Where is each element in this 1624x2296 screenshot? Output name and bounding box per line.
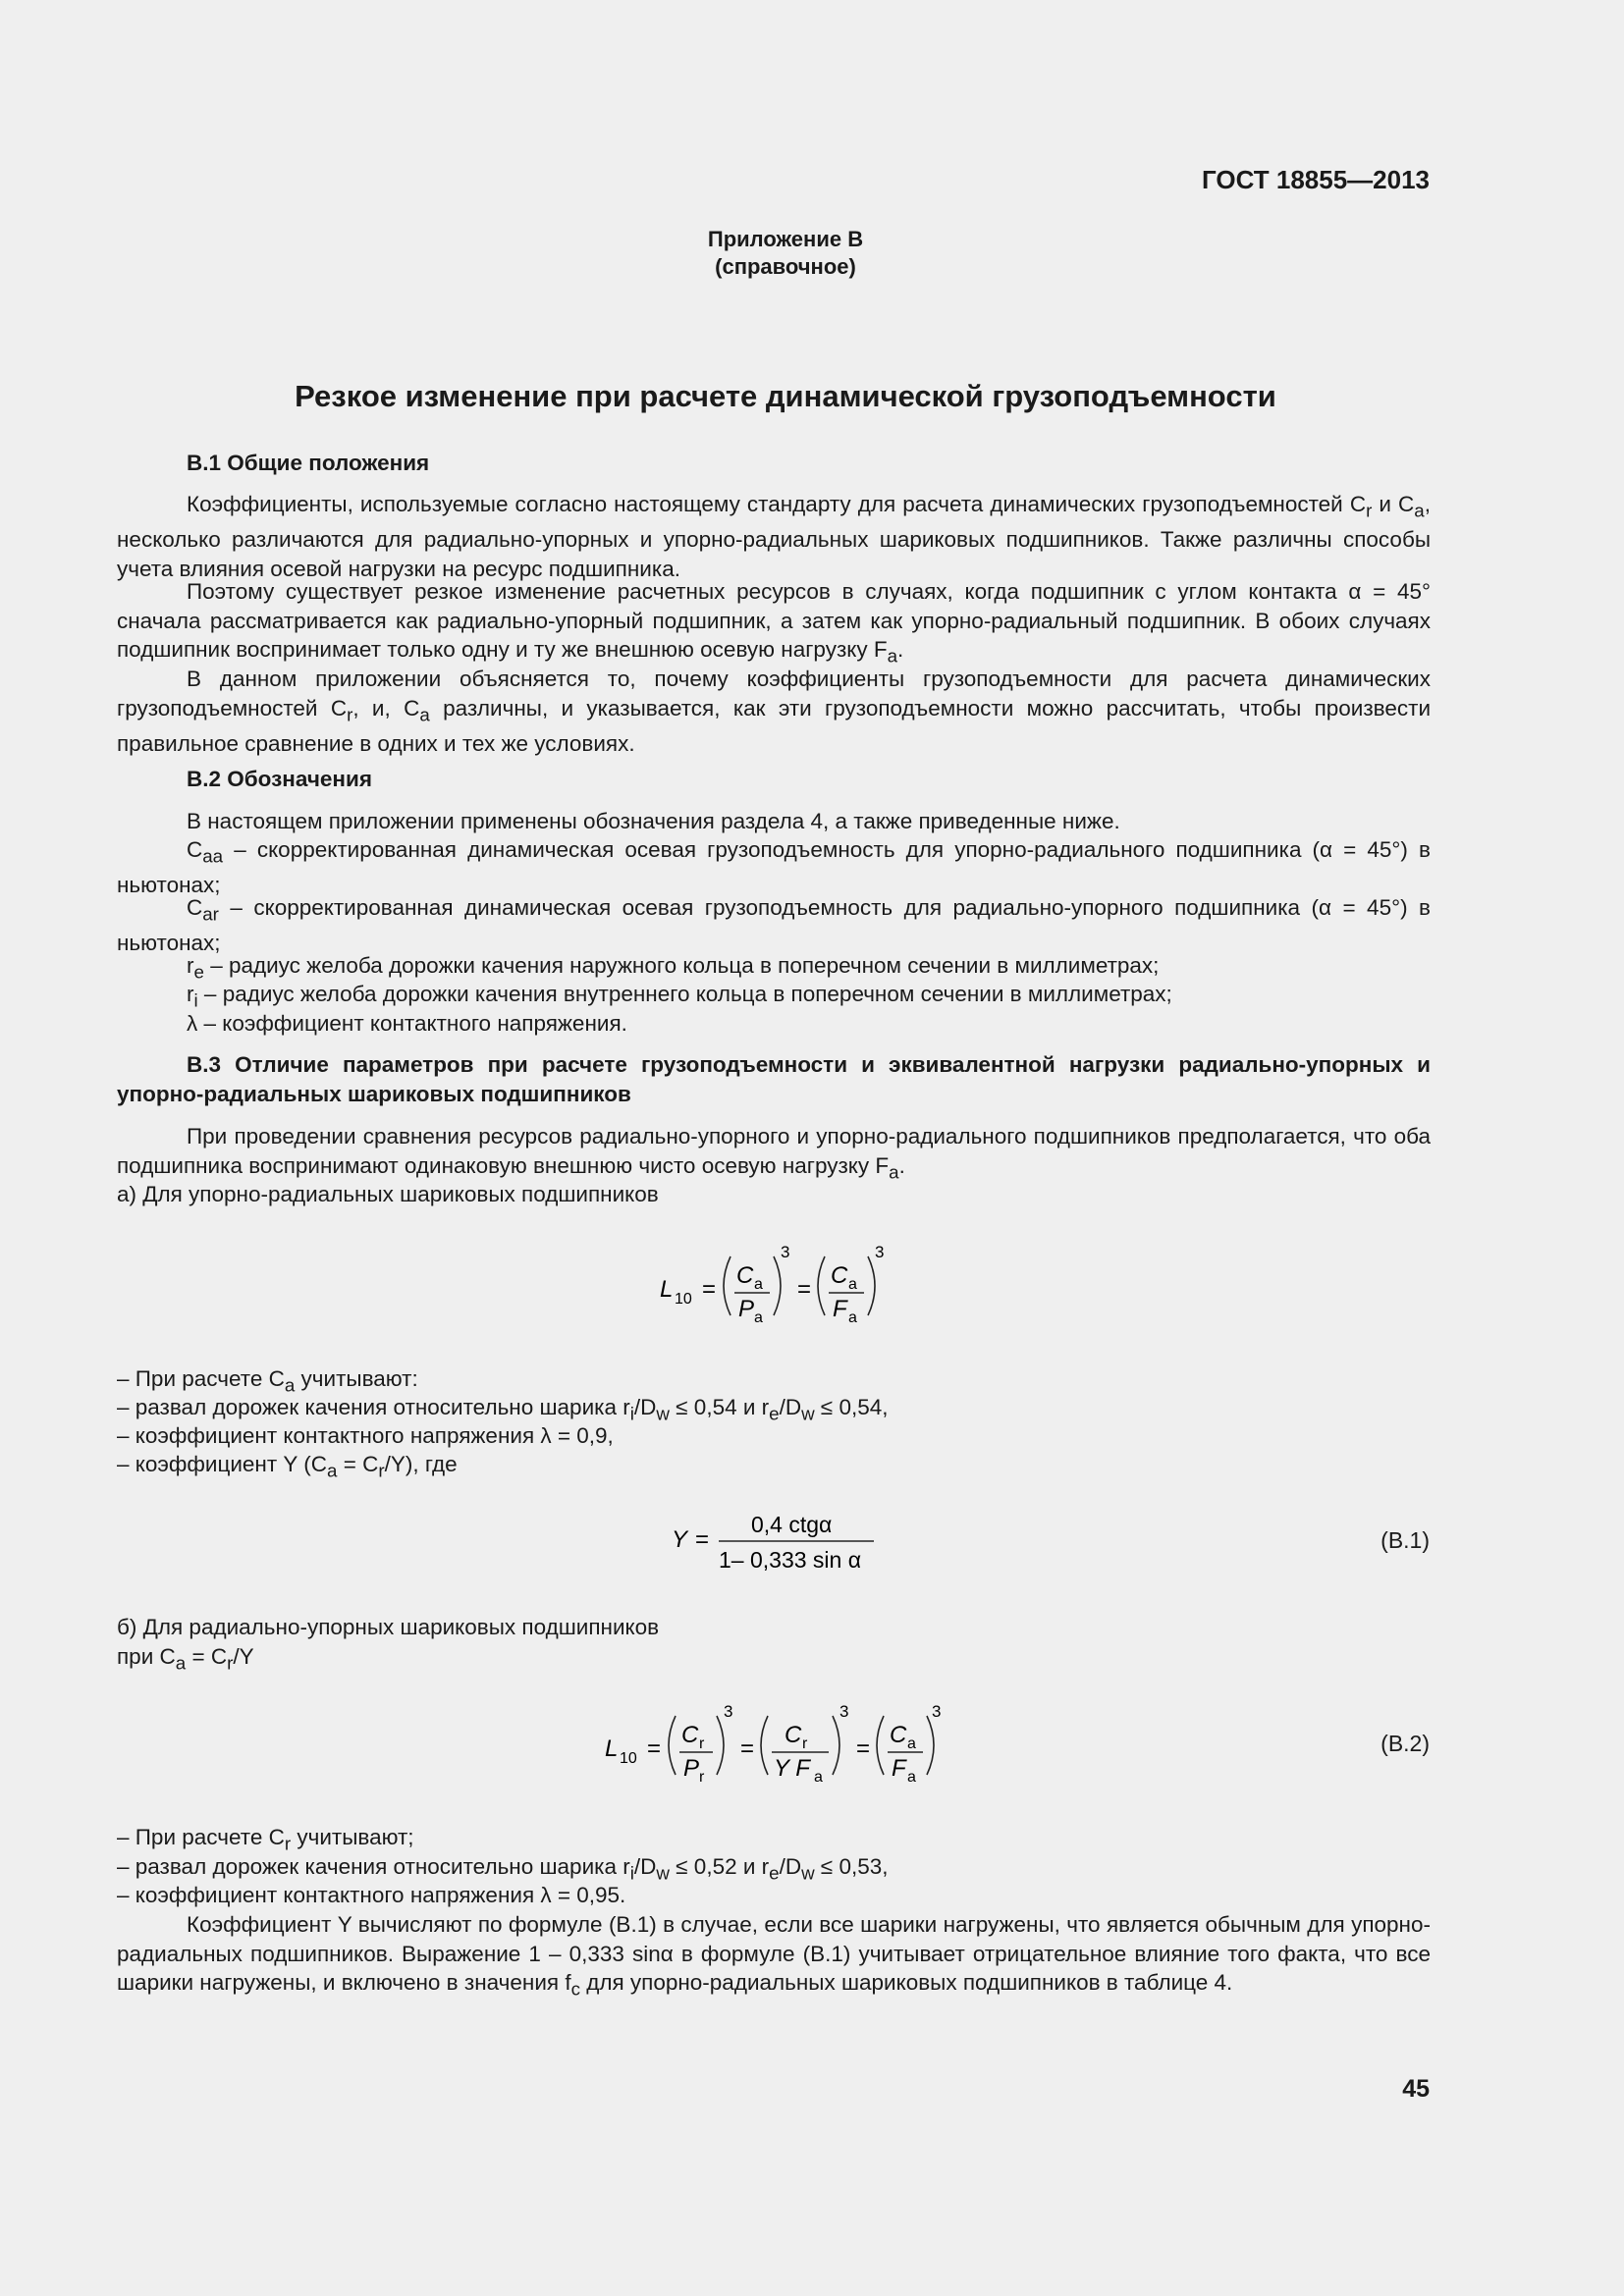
svg-text:C: C: [785, 1722, 802, 1748]
formula-l10-thrust: [648, 1237, 903, 1335]
svg-text:3: 3: [781, 1243, 790, 1261]
svg-text:L: L: [660, 1276, 674, 1303]
svg-text:Y: Y: [672, 1526, 688, 1553]
section-heading-b1: В.1 Общие положения: [187, 451, 430, 475]
list-a-item-1: – При расчете $C_a$ учитывают:: [117, 1366, 418, 1396]
svg-text:3: 3: [875, 1243, 885, 1261]
svg-text:L: L: [605, 1735, 619, 1762]
section-heading-b3: В.3 Отличие параметров при расчете грузоподъемности и эквивалентной нагрузки радиально-упорных и упорно-радиальных шариковых подшипников: [117, 1052, 1431, 1106]
symbols-intro: В настоящем приложении применены обозначения раздела 4, а также приведенные ниже.: [187, 809, 1120, 833]
item-b-heading: б) Для радиально-упорных шариковых подшипников: [117, 1615, 660, 1639]
svg-text:=: =: [702, 1276, 717, 1303]
annex-type: (справочное): [715, 254, 856, 279]
list-b-item-2: – развал дорожек качения относительно шарика $r_i/D_w \le 0,52$ и $r_e/D_w \le 0,53$,: [117, 1854, 889, 1884]
svg-text:=: =: [856, 1735, 871, 1762]
svg-text:C: C: [890, 1722, 907, 1748]
annex-heading: [0, 226, 1571, 281]
svg-text:a: a: [814, 1769, 823, 1786]
svg-text:C: C: [681, 1722, 699, 1748]
symbol-car: $C_{ar}$ – скорректированная динамическая осевая грузоподъемность для радиально-упорного подшипника (α = 45°) в ньютонах;: [117, 895, 1431, 955]
paragraph-b3-1: При проведении сравнения ресурсов радиально-упорного и упорно-радиального подшипников предполагается, что оба подшипника воспринимают одинаковую внешнюю чисто осевую нагрузку $F_a$.: [117, 1124, 1431, 1182]
page-number: 45: [1402, 2075, 1430, 2103]
paragraph-b1-2: Поэтому существует резкое изменение расчетных ресурсов в случаях, когда подшипник с углом контакта α = 45° сначала рассматривается как радиально-упорный подшипник, а затем как упорно-радиальный подшипник. В обоих случаях подшипник воспринимает только одну и ту же внешнюю осевую нагрузку $F_a$.: [117, 579, 1431, 667]
item-a-heading: а) Для упорно-радиальных шариковых подшипников: [117, 1182, 659, 1206]
symbol-caa: $C_{aa}$ – скорректированная динамическая осевая грузоподъемность для упорно-радиального подшипника (α = 45°) в ньютонах;: [117, 837, 1431, 897]
svg-text:r: r: [699, 1769, 705, 1786]
svg-text:1– 0,333 sin α: 1– 0,333 sin α: [719, 1547, 862, 1573]
page-title: Резкое изменение при расчете динамической грузоподъемности: [295, 379, 1276, 413]
symbol-re: $r_e$ – радиус желоба дорожки качения наружного кольца в поперечном сечении в миллиметрах;: [187, 953, 1160, 983]
svg-text:a: a: [754, 1309, 763, 1326]
svg-text:r: r: [699, 1735, 705, 1752]
list-a-item-2: – развал дорожек качения относительно шарика $r_i/D_w \le 0,54$ и $r_e/D_w \le 0,54$,: [117, 1395, 889, 1424]
item-b-condition: при $C_a = C_r/Y$: [117, 1644, 254, 1674]
symbol-lambda: λ – коэффициент контактного напряжения.: [187, 1011, 627, 1036]
svg-text:a: a: [754, 1276, 763, 1293]
svg-text:r: r: [802, 1735, 808, 1752]
svg-text:=: =: [695, 1526, 710, 1553]
svg-text:C: C: [736, 1262, 754, 1289]
formula-y: [668, 1502, 884, 1580]
paragraph-final: Коэффициент Y вычисляют по формуле (В.1) в случае, если все шарики нагружены, что является обычным для упорно-радиальных подшипников. Выражение 1 – 0,333 sinα в формуле (В.1) учитывает отрицательное влияние того факта, что все шарики нагружены, и включено в значения $f_c$ для упорно-радиальных шариковых подшипников в таблице 4.: [117, 1912, 1431, 2000]
list-b-item-3: – коэффициент контактного напряжения λ = 0,95.: [117, 1883, 626, 1907]
svg-text:3: 3: [932, 1702, 942, 1721]
svg-text:3: 3: [724, 1702, 733, 1721]
svg-text:P: P: [738, 1296, 755, 1322]
equation-number-b2: (В.2): [1380, 1731, 1430, 1756]
svg-text:C: C: [831, 1262, 848, 1289]
equation-number-b1: (В.1): [1380, 1527, 1430, 1553]
symbol-ri: $r_i$ – радиус желоба дорожки качения внутреннего кольца в поперечном сечении в миллиметрах;: [187, 982, 1172, 1011]
list-b-item-1: – При расчете $C_r$ учитывают;: [117, 1825, 414, 1854]
formula-l10-angular: [593, 1696, 947, 1794]
svg-text:Y F: Y F: [774, 1755, 810, 1782]
section-heading-b2: В.2 Обозначения: [187, 767, 372, 791]
svg-text:a: a: [848, 1276, 857, 1293]
svg-text:=: =: [797, 1276, 812, 1303]
svg-text:a: a: [907, 1769, 916, 1786]
svg-text:P: P: [683, 1755, 700, 1782]
paragraph-b1-3: В данном приложении объясняется то, почему коэффициенты грузоподъемности для расчета динамических грузоподъемностей $C_r$, и, $C_a$ различны, и указывается, как эти грузоподъемности можно рассчитать, чтобы произвести правильное сравнение в одних и тех же условиях.: [117, 667, 1432, 756]
svg-text:3: 3: [839, 1702, 849, 1721]
svg-text:F: F: [833, 1296, 847, 1322]
svg-text:a: a: [848, 1309, 857, 1326]
svg-text:a: a: [907, 1735, 916, 1752]
list-a-item-3: – коэффициент контактного напряжения λ = 0,9,: [117, 1423, 614, 1448]
svg-text:0,4 ctgα: 0,4 ctgα: [751, 1512, 833, 1537]
svg-text:F: F: [892, 1755, 906, 1782]
svg-text:10: 10: [675, 1291, 692, 1308]
list-a-item-4: – коэффициент Y $(C_a = C_r/Y)$, где: [117, 1452, 458, 1481]
svg-text:10: 10: [620, 1750, 637, 1767]
paragraph-b1-1: Коэффициенты, используемые согласно настоящему стандарту для расчета динамических грузоподъемностей $C_r$ и $C_a$, несколько различаются для радиально-упорных и упорно-радиальных шариковых подшипников. Также различны способы учета влияния осевой нагрузки на ресурс подшипника.: [117, 492, 1431, 581]
standard-code: ГОСТ 18855—2013: [1202, 165, 1430, 194]
svg-text:=: =: [647, 1735, 662, 1762]
annex-title: Приложение В: [707, 227, 864, 251]
svg-text:=: =: [740, 1735, 755, 1762]
